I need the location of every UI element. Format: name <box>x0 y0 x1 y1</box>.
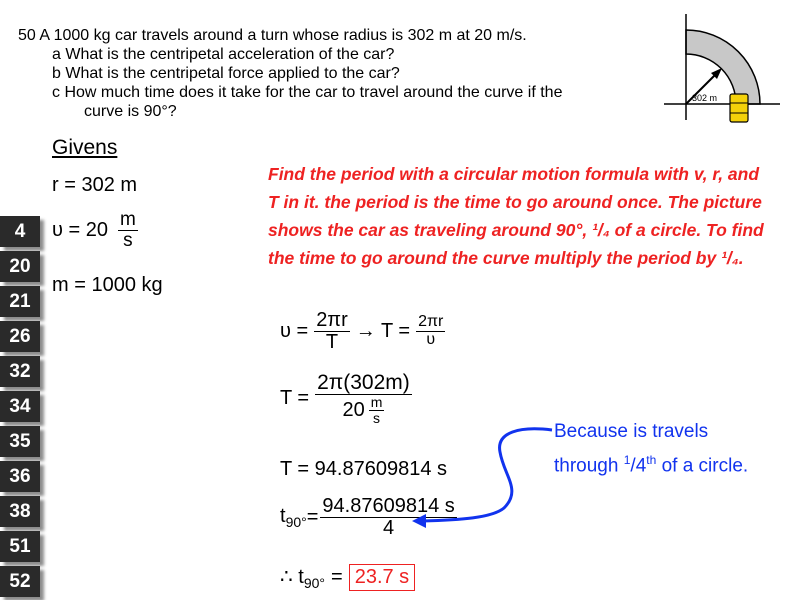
note-frac-num: 1 <box>623 453 631 467</box>
slide-link-20[interactable]: 20 <box>0 251 40 282</box>
problem-part-c: c How much time does it take for the car to travel around the curve if the <box>52 84 563 101</box>
eq2-den-unit-num: m <box>370 394 383 411</box>
equation-period-substituted <box>280 372 412 425</box>
slide-link-4[interactable]: 4 <box>0 216 40 247</box>
note-line1: Because is travels <box>554 421 709 442</box>
note-arrowhead <box>412 514 426 528</box>
eq1-fraction2 <box>416 314 445 349</box>
eq4-numerator: 94.87609814 s <box>322 495 455 517</box>
note-slash: / <box>630 455 636 477</box>
slide-link-35[interactable]: 35 <box>0 426 40 457</box>
eq2-den-unit-den: s <box>373 409 381 426</box>
slide-link-38[interactable]: 38 <box>0 496 40 527</box>
eq1-lhs: υ = <box>280 320 309 342</box>
answer-box: 23.7 s <box>349 564 415 591</box>
eq1-arrow: → T = <box>355 320 411 342</box>
eq5-subscript: 90° <box>303 575 326 591</box>
slide-link-36[interactable]: 36 <box>0 461 40 492</box>
given-mass: m = 1000 kg <box>52 274 163 296</box>
note-frac-den: 4 <box>635 455 647 477</box>
given-velocity <box>52 210 138 251</box>
problem-statement <box>18 26 562 121</box>
slide-link-26[interactable]: 26 <box>0 321 40 352</box>
problem-part-a: a What is the centripetal acceleration of the car? <box>52 46 395 63</box>
note-arrow-path <box>422 429 552 521</box>
eq2-numerator: 2π(302m) <box>317 371 410 394</box>
eq4-subscript: 90° <box>285 514 307 530</box>
slide-link-34[interactable]: 34 <box>0 391 40 422</box>
given-velocity-value: υ = 20 <box>52 218 108 241</box>
eq2-denominator <box>340 395 386 425</box>
equation-period-result: T = 94.87609814 s <box>280 458 447 480</box>
unit-numerator: m <box>119 209 136 230</box>
eq4-lhs <box>280 505 307 530</box>
eq1-fraction <box>314 310 350 353</box>
note-post: of a circle. <box>656 455 749 477</box>
car-icon <box>730 94 748 122</box>
eq1-denominator: T <box>325 331 339 353</box>
note-pre: through <box>554 455 624 477</box>
note-text <box>554 418 748 480</box>
explanation-text: Find the period with a circular motion formula with v, r, and T in it. the period is the time to go around once. The picture shows the car as traveling around 90°, ¹/₄ of a circle. To find the time to go around the curve multiply the period by ¹/₄. <box>268 164 764 268</box>
eq2-den-value: 20 <box>342 398 365 421</box>
given-radius: r = 302 m <box>52 174 138 196</box>
equation-period-formula <box>280 310 445 353</box>
problem-part-c-cont: curve is 90°? <box>84 103 177 120</box>
eq2-fraction <box>315 372 412 425</box>
unit-denominator: s <box>123 229 133 251</box>
eq2-den-unit <box>369 395 385 425</box>
eq4-equals: = <box>306 506 319 528</box>
slide-link-21[interactable]: 21 <box>0 286 40 317</box>
note-sup: th <box>646 453 657 467</box>
slide-link-32[interactable]: 32 <box>0 356 40 387</box>
eq1-numerator: 2πr <box>316 309 348 331</box>
eq5-lhs <box>280 564 325 591</box>
eq5-equals: = <box>331 566 343 588</box>
eq5-therefore: ∴ t <box>280 566 304 588</box>
note-line2 <box>554 446 748 480</box>
eq4-t: t <box>280 505 286 527</box>
givens-title: Givens <box>52 136 118 159</box>
eq1-denominator2: υ <box>426 331 436 348</box>
velocity-unit <box>118 210 138 251</box>
curve-diagram <box>660 8 790 130</box>
equation-final-answer <box>280 564 415 591</box>
eq2-lhs: T = <box>280 387 310 410</box>
slide-link-51[interactable]: 51 <box>0 531 40 562</box>
slide-link-52[interactable]: 52 <box>0 566 40 597</box>
problem-line: 50 A 1000 kg car travels around a turn whose radius is 302 m at 20 m/s. <box>18 27 527 44</box>
eq4-denominator: 4 <box>383 517 395 539</box>
problem-part-b: b What is the centripetal force applied to the car? <box>52 65 400 82</box>
radius-label: 302 m <box>692 93 718 103</box>
eq1-numerator2: 2πr <box>418 313 444 331</box>
note-arrow <box>400 420 560 530</box>
